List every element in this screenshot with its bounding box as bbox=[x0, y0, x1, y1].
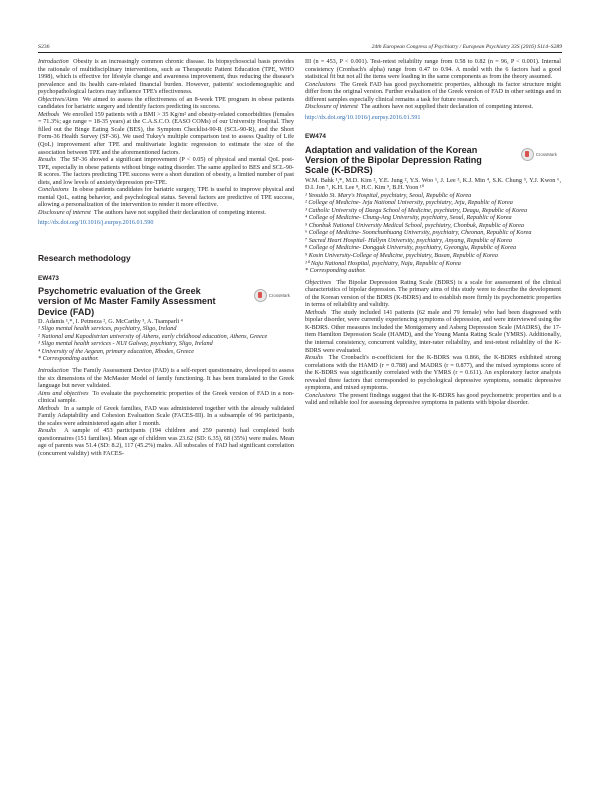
abstract-code: EW473 bbox=[38, 274, 59, 282]
affiliation: ² College of Medicine- Jeju National University, psychiatry, Jeju, Republic of Korea bbox=[305, 199, 513, 207]
affiliation: ² National and Kapodistrian university of Athens, early childhood education, Athens, Greece bbox=[38, 332, 268, 340]
right-column bbox=[305, 58, 561, 407]
crossmark-badge[interactable] bbox=[254, 289, 290, 302]
abstract-title: Psychometric evaluation of the Greek version of Mc Master Family Assessment Device (FAD) bbox=[38, 286, 216, 317]
author-list: W.M. Bahk ¹,*, M.D. Kim ², Y.E. Jung ², Y.S. Woo ¹, J. Lee ³, K.J. Min ⁴, S.K. Chung ⁵, Y.J. Kwon ⁶, D.I. Jon ⁷, K.H. Lee ⁸, H.C. Kim ⁹, B.H. Yoon ¹⁰ bbox=[305, 176, 561, 192]
header-rule bbox=[38, 52, 562, 53]
results-continued: III (n = 453, P < 0.001). Test-retest reliability range from 0.58 to 0.82 (n = 96, P < 0.001). Internal consistency (Cronbach's alpha) range from 0.47 to 0.94. A model with the 6 factors had a good statistical fit but not all the items were loading in the same components as from the theory assumed. bbox=[305, 58, 561, 81]
affiliation: ¹⁰ Naju National Hospital, psychiatry, Naju, Republic of Korea bbox=[305, 259, 461, 267]
objectives-paragraph: Objectives The Bipolar Depression Rating Scale (BDRS) is a scale for assessment of the clinical characteristics of bipolar depression. The primary aims of this study were to describe the development of the Korean version of the BDRS (K-BDRS) and to establish more firmly its psychometric properties in terms of reliability and validity. bbox=[305, 278, 562, 309]
affiliation: ⁷ Sacred Heart Hospital- Hallym University, psychiatry, Anyang, Republic of Korea bbox=[305, 236, 512, 244]
affiliation: ⁴ University of the Aegean, primary education, Rhodes, Greece bbox=[38, 347, 194, 355]
results-paragraph: Results The SF-36 showed a significant improvement (P < 0.05) of physical and mental QoL post-TPE, especially in obese patients without binge eating disorder. The same applied to BES and SCL-90-R scores. The factors predicting TPE success were a short duration of obesity, a limited number of past diets, and low levels of anxiety/depression pre-TPE. bbox=[38, 156, 294, 186]
left-column bbox=[38, 58, 294, 458]
doi-link[interactable]: http://dx.doi.org/10.1016/j.eurpsy.2016.01.591 bbox=[305, 113, 421, 121]
crossmark-label: CrossMark bbox=[535, 151, 557, 157]
methods-paragraph: Methods We enrolled 159 patients with a BMI > 35 Kg/m² and obesity-related comorbidities (females = 71.3%; age range = 18-35 years) at the C.A.S.C.O. (EASO COMs) of our University Hospital. They filled out the Binge Eating Scale (BES), the Symptom Checklist-90-R (SCL-90-R), and the Short Form-36 Health Survey (SF-36). We used Tukey's multiple comparison test to assess Quality of Life (QoL) improvement after TPE and multivariate logistic regression to estimate the size of the association between TPE and the aforementioned factors. bbox=[38, 110, 295, 156]
crossmark-icon bbox=[521, 148, 534, 161]
crossmark-label: CrossMark bbox=[268, 292, 290, 298]
crossmark-badge[interactable] bbox=[521, 148, 557, 161]
author-list: D. Adamis ¹,*, I. Petmeza ², G. McCarthy ³, A. Tsamparli ⁴ bbox=[38, 317, 183, 325]
aims-paragraph: Aims and objectives To evaluate the psychometric properties of the Greek version of FAD in a non-clinical sample. bbox=[38, 389, 294, 405]
abstract-title: Adaptation and validation of the Korean Version of the Bipolar Depression Rating Scale (K-BDRS) bbox=[305, 144, 482, 176]
conclusions-paragraph: Conclusions The present findings suggest that the K-BDRS has good psychometric properties and is a valid and reliable tool for assessing depressive symptoms in patients with bipolar disorder. bbox=[305, 391, 561, 407]
conclusions-paragraph: Conclusions The Greek FAD has good psychometric properties, although its factor structure might differ from the original version. Further evaluation of the Greek version of FAD in other settings and in different samples especially clinical remains a task for future research. bbox=[305, 80, 561, 103]
methods-paragraph: Methods The study included 141 patients (62 male and 79 female) who had been diagnosed with bipolar disorder, were currently experiencing symptoms of depression, and were interviewed using the K-BDRS. Other measures included the Montgomery and Asberg Depression Scale (MADRS), the 17-item Hamilton Depression Scale (HAMD), and the Young Mania Rating Scale (YMRS). Additionally, the internal consistency, concurrent validity, inter-rater reliability, and test-retest reliability of the K-BDRS were evaluated. bbox=[305, 308, 561, 354]
affiliation: ³ Sligo mental health services - NUI Galway, psychiatry, Sligo, Ireland bbox=[38, 340, 213, 348]
affiliation: ⁸ College of Medicine- Dongguk University, psychiatry, Gyeongju, Republic of Korea bbox=[305, 244, 517, 252]
disclosure-paragraph: Disclosure of interest The authors have not supplied their declaration of competing interest. bbox=[38, 208, 267, 216]
results-paragraph: Results The Cronbach's α-coefficient for the K-BDRS was 0.866, the K-BDRS exhibited strong correlations with the HAMD (r = 0.788) and MADRS (r = 0.877), and the mixed symptoms score of the K-BDRS was significantly correlated with the YMRS (r = 0.611). An exploratory factor analysis revealed three factors that corresponded to psychological depressive symptoms, somatic depressive symptoms, and mixed symptoms. bbox=[305, 354, 561, 392]
journal-citation: 24th European Congress of Psychiatry / European Psychiatry 33S (2016) S114–S289 bbox=[371, 44, 562, 50]
affiliation: ⁶ College of Medicine- Soonchunhuang University, psychiatry, Cheonan, Republic of Korea bbox=[305, 229, 532, 237]
disclosure-paragraph: Disclosure of interest The authors have not supplied their declaration of competing interest. bbox=[305, 103, 534, 111]
affiliation: ¹ Sligo mental health services, psychiatry, Sligo, Ireland bbox=[38, 325, 177, 333]
intro-paragraph: Introduction Obesity is an increasingly common chronic disease. Its biopsychosocial basis provides the rationale of multidisciplinary interventions, such as Therapeutic Patient Education (TPE, WHO 1998), which is effective for lifestyle change and awareness improvement, thus reducing the disease's prevalence and its health care-related financial burden. However, patients' sociodemographic and psychopathological factors may influence TPE's effectiveness. bbox=[38, 58, 295, 96]
crossmark-icon bbox=[254, 289, 267, 302]
affiliation: ⁹ Kosin University-College of Medicine, psychiatry, Busan, Republic of Korea bbox=[305, 252, 499, 259]
corresponding-note: * Corresponding author. bbox=[38, 355, 99, 363]
conclusions-paragraph: Conclusions In obese patients candidates for bariatric surgery, TPE is useful to improve physical and mental QoL, eating behavior, and psychological status. Several factors are predictive of TPE success, allowing a personalization of the intervention to render it more effective. bbox=[38, 186, 295, 209]
affiliation: ⁵ Chonbuk National University Medical School, psychiatry, Chonbuk, Republic of Korea bbox=[305, 221, 524, 229]
page-number: S236 bbox=[38, 44, 50, 50]
aims-paragraph: Objectives/Aims We aimed to assess the effectiveness of an 8-week TPE program in obese patients candidates for bariatric surgery and identify factors predicting its success. bbox=[38, 95, 295, 111]
affiliation: ¹ Yeouido St. Mary's Hospital, psychiatry, Seoul, Republic of Korea bbox=[305, 191, 472, 199]
affiliation: ³ Catholic University of Daegu School of Medicine, psychiatry, Deagu, Republic of Korea bbox=[305, 206, 528, 214]
corresponding-note: * Corresponding author. bbox=[305, 267, 366, 275]
results-paragraph: Results A sample of 453 participants (194 children and 259 parents) had completed both questionnaires (151 families). Mean age of children was 23.62 (SD: 6.35), 68 (35%) were males. Mean age of parents was 51.4 (SD: 8.2), 117 (45.2%) males. All subscales of FAD had significant correlation (concurrent validity) with FACES- bbox=[38, 427, 295, 458]
section-heading: Research methodology bbox=[38, 253, 131, 264]
methods-paragraph: Methods In a sample of Greek families, FAD was administered together with the already validated Family Adaptability and Cohesion Evaluation Scale (FACES-III). In a subsample of 96 participants, the scales were administered again after 1 month. bbox=[38, 404, 295, 427]
intro-paragraph: Introduction The Family Assessment Device (FAD) is a self-report questionnaire, developed to assess the six dimensions of the McMaster Model of family functioning. It has been translated to the Greek language but never validated. bbox=[38, 367, 294, 390]
doi-link[interactable]: http://dx.doi.org/10.1016/j.eurpsy.2016.01.590 bbox=[38, 219, 154, 227]
abstract-code: EW474 bbox=[305, 133, 326, 141]
affiliation: ⁴ College of Medicine- Chung-Ang University, psychiatry, Seoul, Republic of Korea bbox=[305, 214, 512, 222]
